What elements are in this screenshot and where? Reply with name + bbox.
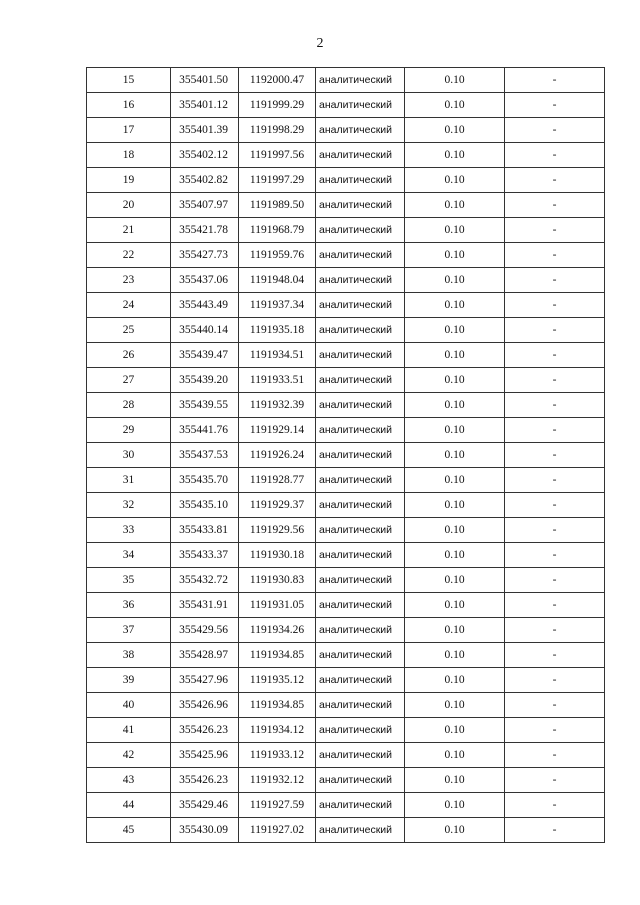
table-row	[87, 343, 605, 368]
point-number-cell: 29	[87, 418, 171, 443]
y-coordinate-cell: 1191934.26	[239, 618, 316, 643]
x-coordinate-cell: 355437.06	[171, 268, 239, 293]
note-cell: -	[505, 168, 605, 193]
y-coordinate-cell: 1191928.77	[239, 468, 316, 493]
table-row	[87, 518, 605, 543]
table-row	[87, 168, 605, 193]
table-row	[87, 418, 605, 443]
table-row	[87, 293, 605, 318]
point-number-cell: 39	[87, 668, 171, 693]
point-number-cell: 42	[87, 743, 171, 768]
x-coordinate-cell: 355439.47	[171, 343, 239, 368]
note-cell: -	[505, 818, 605, 843]
note-cell: -	[505, 518, 605, 543]
method-cell: аналитический	[316, 743, 405, 768]
accuracy-cell: 0.10	[405, 693, 505, 718]
accuracy-cell: 0.10	[405, 243, 505, 268]
note-cell: -	[505, 693, 605, 718]
y-coordinate-cell: 1191930.18	[239, 543, 316, 568]
note-cell: -	[505, 668, 605, 693]
table-row	[87, 793, 605, 818]
accuracy-cell: 0.10	[405, 218, 505, 243]
table-row	[87, 618, 605, 643]
method-cell: аналитический	[316, 293, 405, 318]
point-number-cell: 31	[87, 468, 171, 493]
point-number-cell: 28	[87, 393, 171, 418]
method-cell: аналитический	[316, 68, 405, 93]
note-cell: -	[505, 443, 605, 468]
method-cell: аналитический	[316, 443, 405, 468]
y-coordinate-cell: 1191934.51	[239, 343, 316, 368]
method-cell: аналитический	[316, 493, 405, 518]
method-cell: аналитический	[316, 143, 405, 168]
method-cell: аналитический	[316, 193, 405, 218]
accuracy-cell: 0.10	[405, 68, 505, 93]
point-number-cell: 20	[87, 193, 171, 218]
accuracy-cell: 0.10	[405, 343, 505, 368]
accuracy-cell: 0.10	[405, 393, 505, 418]
x-coordinate-cell: 355443.49	[171, 293, 239, 318]
note-cell: -	[505, 793, 605, 818]
accuracy-cell: 0.10	[405, 643, 505, 668]
point-number-cell: 18	[87, 143, 171, 168]
y-coordinate-cell: 1191999.29	[239, 93, 316, 118]
x-coordinate-cell: 355441.76	[171, 418, 239, 443]
y-coordinate-cell: 1191937.34	[239, 293, 316, 318]
method-cell: аналитический	[316, 643, 405, 668]
note-cell: -	[505, 93, 605, 118]
method-cell: аналитический	[316, 468, 405, 493]
accuracy-cell: 0.10	[405, 418, 505, 443]
accuracy-cell: 0.10	[405, 143, 505, 168]
note-cell: -	[505, 418, 605, 443]
x-coordinate-cell: 355401.12	[171, 93, 239, 118]
coordinates-table	[86, 67, 605, 843]
y-coordinate-cell: 1191932.39	[239, 393, 316, 418]
method-cell: аналитический	[316, 768, 405, 793]
accuracy-cell: 0.10	[405, 618, 505, 643]
method-cell: аналитический	[316, 568, 405, 593]
y-coordinate-cell: 1191997.56	[239, 143, 316, 168]
note-cell: -	[505, 743, 605, 768]
x-coordinate-cell: 355402.12	[171, 143, 239, 168]
point-number-cell: 43	[87, 768, 171, 793]
x-coordinate-cell: 355426.23	[171, 718, 239, 743]
table-row	[87, 68, 605, 93]
point-number-cell: 37	[87, 618, 171, 643]
y-coordinate-cell: 1191927.02	[239, 818, 316, 843]
method-cell: аналитический	[316, 243, 405, 268]
y-coordinate-cell: 1191948.04	[239, 268, 316, 293]
note-cell: -	[505, 468, 605, 493]
y-coordinate-cell: 1191927.59	[239, 793, 316, 818]
table-row	[87, 643, 605, 668]
note-cell: -	[505, 768, 605, 793]
coordinates-table-body	[87, 68, 605, 843]
y-coordinate-cell: 1191931.05	[239, 593, 316, 618]
accuracy-cell: 0.10	[405, 293, 505, 318]
note-cell: -	[505, 268, 605, 293]
point-number-cell: 23	[87, 268, 171, 293]
method-cell: аналитический	[316, 818, 405, 843]
accuracy-cell: 0.10	[405, 818, 505, 843]
method-cell: аналитический	[316, 93, 405, 118]
accuracy-cell: 0.10	[405, 543, 505, 568]
x-coordinate-cell: 355402.82	[171, 168, 239, 193]
table-row	[87, 693, 605, 718]
table-row	[87, 193, 605, 218]
y-coordinate-cell: 1191929.37	[239, 493, 316, 518]
note-cell: -	[505, 543, 605, 568]
accuracy-cell: 0.10	[405, 118, 505, 143]
y-coordinate-cell: 1191933.12	[239, 743, 316, 768]
method-cell: аналитический	[316, 168, 405, 193]
accuracy-cell: 0.10	[405, 93, 505, 118]
accuracy-cell: 0.10	[405, 468, 505, 493]
y-coordinate-cell: 1192000.47	[239, 68, 316, 93]
point-number-cell: 21	[87, 218, 171, 243]
y-coordinate-cell: 1191959.76	[239, 243, 316, 268]
y-coordinate-cell: 1191933.51	[239, 368, 316, 393]
method-cell: аналитический	[316, 518, 405, 543]
table-row	[87, 568, 605, 593]
x-coordinate-cell: 355427.96	[171, 668, 239, 693]
accuracy-cell: 0.10	[405, 318, 505, 343]
x-coordinate-cell: 355421.78	[171, 218, 239, 243]
x-coordinate-cell: 355435.70	[171, 468, 239, 493]
table-row	[87, 743, 605, 768]
x-coordinate-cell: 355432.72	[171, 568, 239, 593]
point-number-cell: 40	[87, 693, 171, 718]
method-cell: аналитический	[316, 793, 405, 818]
x-coordinate-cell: 355430.09	[171, 818, 239, 843]
x-coordinate-cell: 355407.97	[171, 193, 239, 218]
y-coordinate-cell: 1191935.18	[239, 318, 316, 343]
accuracy-cell: 0.10	[405, 268, 505, 293]
y-coordinate-cell: 1191930.83	[239, 568, 316, 593]
x-coordinate-cell: 355437.53	[171, 443, 239, 468]
note-cell: -	[505, 143, 605, 168]
y-coordinate-cell: 1191968.79	[239, 218, 316, 243]
method-cell: аналитический	[316, 368, 405, 393]
y-coordinate-cell: 1191932.12	[239, 768, 316, 793]
note-cell: -	[505, 243, 605, 268]
point-number-cell: 35	[87, 568, 171, 593]
table-row	[87, 143, 605, 168]
method-cell: аналитический	[316, 418, 405, 443]
table-row	[87, 243, 605, 268]
note-cell: -	[505, 643, 605, 668]
table-row	[87, 493, 605, 518]
x-coordinate-cell: 355401.50	[171, 68, 239, 93]
point-number-cell: 27	[87, 368, 171, 393]
method-cell: аналитический	[316, 693, 405, 718]
x-coordinate-cell: 355433.37	[171, 543, 239, 568]
accuracy-cell: 0.10	[405, 793, 505, 818]
point-number-cell: 15	[87, 68, 171, 93]
accuracy-cell: 0.10	[405, 668, 505, 693]
table-row	[87, 393, 605, 418]
note-cell: -	[505, 218, 605, 243]
method-cell: аналитический	[316, 343, 405, 368]
point-number-cell: 38	[87, 643, 171, 668]
point-number-cell: 41	[87, 718, 171, 743]
x-coordinate-cell: 355439.55	[171, 393, 239, 418]
x-coordinate-cell: 355431.91	[171, 593, 239, 618]
point-number-cell: 16	[87, 93, 171, 118]
accuracy-cell: 0.10	[405, 493, 505, 518]
note-cell: -	[505, 293, 605, 318]
x-coordinate-cell: 355429.46	[171, 793, 239, 818]
y-coordinate-cell: 1191935.12	[239, 668, 316, 693]
x-coordinate-cell: 355433.81	[171, 518, 239, 543]
accuracy-cell: 0.10	[405, 718, 505, 743]
note-cell: -	[505, 568, 605, 593]
note-cell: -	[505, 393, 605, 418]
method-cell: аналитический	[316, 718, 405, 743]
y-coordinate-cell: 1191989.50	[239, 193, 316, 218]
table-row	[87, 818, 605, 843]
y-coordinate-cell: 1191934.85	[239, 643, 316, 668]
x-coordinate-cell: 355435.10	[171, 493, 239, 518]
note-cell: -	[505, 618, 605, 643]
y-coordinate-cell: 1191997.29	[239, 168, 316, 193]
point-number-cell: 19	[87, 168, 171, 193]
y-coordinate-cell: 1191934.85	[239, 693, 316, 718]
point-number-cell: 36	[87, 593, 171, 618]
note-cell: -	[505, 343, 605, 368]
point-number-cell: 34	[87, 543, 171, 568]
table-row	[87, 593, 605, 618]
point-number-cell: 45	[87, 818, 171, 843]
x-coordinate-cell: 355440.14	[171, 318, 239, 343]
accuracy-cell: 0.10	[405, 768, 505, 793]
table-row	[87, 218, 605, 243]
table-row	[87, 768, 605, 793]
method-cell: аналитический	[316, 393, 405, 418]
table-row	[87, 468, 605, 493]
note-cell: -	[505, 318, 605, 343]
table-row	[87, 718, 605, 743]
y-coordinate-cell: 1191934.12	[239, 718, 316, 743]
method-cell: аналитический	[316, 268, 405, 293]
method-cell: аналитический	[316, 618, 405, 643]
x-coordinate-cell: 355426.23	[171, 768, 239, 793]
table-row	[87, 543, 605, 568]
accuracy-cell: 0.10	[405, 443, 505, 468]
x-coordinate-cell: 355426.96	[171, 693, 239, 718]
accuracy-cell: 0.10	[405, 168, 505, 193]
accuracy-cell: 0.10	[405, 593, 505, 618]
accuracy-cell: 0.10	[405, 743, 505, 768]
table-row	[87, 268, 605, 293]
table-row	[87, 118, 605, 143]
point-number-cell: 26	[87, 343, 171, 368]
x-coordinate-cell: 355401.39	[171, 118, 239, 143]
method-cell: аналитический	[316, 593, 405, 618]
x-coordinate-cell: 355429.56	[171, 618, 239, 643]
x-coordinate-cell: 355425.96	[171, 743, 239, 768]
table-row	[87, 368, 605, 393]
x-coordinate-cell: 355439.20	[171, 368, 239, 393]
accuracy-cell: 0.10	[405, 568, 505, 593]
note-cell: -	[505, 593, 605, 618]
point-number-cell: 30	[87, 443, 171, 468]
note-cell: -	[505, 718, 605, 743]
y-coordinate-cell: 1191929.56	[239, 518, 316, 543]
point-number-cell: 22	[87, 243, 171, 268]
method-cell: аналитический	[316, 118, 405, 143]
note-cell: -	[505, 368, 605, 393]
point-number-cell: 17	[87, 118, 171, 143]
note-cell: -	[505, 118, 605, 143]
y-coordinate-cell: 1191926.24	[239, 443, 316, 468]
point-number-cell: 25	[87, 318, 171, 343]
table-row	[87, 93, 605, 118]
note-cell: -	[505, 193, 605, 218]
accuracy-cell: 0.10	[405, 193, 505, 218]
x-coordinate-cell: 355427.73	[171, 243, 239, 268]
method-cell: аналитический	[316, 668, 405, 693]
y-coordinate-cell: 1191998.29	[239, 118, 316, 143]
x-coordinate-cell: 355428.97	[171, 643, 239, 668]
note-cell: -	[505, 68, 605, 93]
y-coordinate-cell: 1191929.14	[239, 418, 316, 443]
table-row	[87, 443, 605, 468]
method-cell: аналитический	[316, 218, 405, 243]
accuracy-cell: 0.10	[405, 518, 505, 543]
method-cell: аналитический	[316, 543, 405, 568]
accuracy-cell: 0.10	[405, 368, 505, 393]
method-cell: аналитический	[316, 318, 405, 343]
table-row	[87, 318, 605, 343]
page-number: 2	[316, 36, 324, 51]
point-number-cell: 32	[87, 493, 171, 518]
point-number-cell: 44	[87, 793, 171, 818]
table-row	[87, 668, 605, 693]
point-number-cell: 24	[87, 293, 171, 318]
note-cell: -	[505, 493, 605, 518]
point-number-cell: 33	[87, 518, 171, 543]
